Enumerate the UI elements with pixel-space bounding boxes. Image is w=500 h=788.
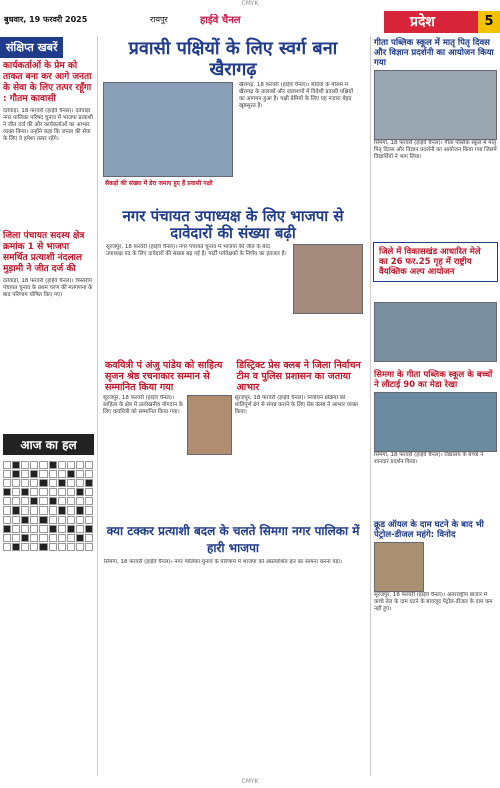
- poet-headline: कवयित्री पं अंजु पांडेय को साहित्य सृजन श्रेष्ठ रचनाकार सम्मान से सम्मानित किया गया: [105, 360, 223, 393]
- page-number: 5: [478, 11, 500, 33]
- second-headline: नगर पंचायत उपाध्यक्ष के लिए भाजपा से दावेदारों की संख्या बढ़ी: [122, 207, 344, 242]
- cmyk-bottom-mark: CMYK: [241, 778, 259, 785]
- section-title: प्रदेश: [410, 14, 435, 30]
- person-photo: [293, 244, 363, 314]
- issue-date: बुधवार, 19 फरवरी 2025: [4, 15, 88, 24]
- birds-photo: [103, 82, 233, 177]
- section-banner: [384, 11, 500, 33]
- main-column: [100, 36, 366, 776]
- left-headline-2: जिला पंचायत सदस्य क्षेत्र क्रमांक 1 से भाजपा समर्थित प्रत्याशी नंदलाल मुड़ामी ने जीत दर्ज की: [3, 231, 85, 274]
- birds-story: खैरागढ़, 18 फरवरी (हाईवे चैनल)। सर्दियों के मौसम में खैरागढ़ के तालाबों और जलाशयों में विदेशी प्रवासी पक्षियों का आगमन हुआ है। पक्षी प्रेमियों के लिए यह नज़ारा बेहद खूबसूरत है।: [239, 82, 354, 109]
- simga-headline: क्या टक्कर प्रत्याशी बदल के चलते सिमगा नगर पालिका में हारी भाजपा: [106, 524, 360, 555]
- school-photo: [374, 70, 497, 140]
- panchayat-story: सूरजपुर, 18 फरवरी (हाईवे चैनल)। नगर पंचायत चुनाव में भाजपा की जीत के बाद उपाध्यक्ष पद के लिए दावेदारों की संख्या बढ़ गई है। पार्टी पर्यवेक्षकों के निर्णय का इंतजार है।: [106, 244, 287, 257]
- right-headline-2: जिले में विकासखंड आधारित मेले का 26 फर.25 गृह में राष्ट्रीय वैयक्तिक अल्प आयोजन: [379, 247, 481, 277]
- left-story-1: दंतेवाड़ा, 18 फरवरी (हाईवे चैनल)। दंतेवाड़ा नगर पालिका परिषद चुनाव में भाजपा प्रत्याशी ने जीत दर्ज की और कार्यकर्ताओं का आभार व्यक्त किया। उन्होंने कहा कि जनता की सेवा के लिए वे हमेशा तत्पर रहेंगे।: [3, 108, 93, 142]
- vinod-photo: [374, 542, 424, 592]
- students-photo: [374, 392, 497, 452]
- poet-story: सूरजपुर, 18 फरवरी (हाईवे चैनल)। साहित्य के क्षेत्र में उल्लेखनीय योगदान के लिए कवयित्री को सम्मानित किया गया।: [103, 395, 183, 415]
- page-header: [0, 10, 500, 34]
- brand-name: हाईवे चैनल: [200, 15, 241, 26]
- right-headline-4: क्रूड ऑयल के दाम घटने के बाद भी पेट्रोल-डीजल महंगे: विनोद: [374, 520, 484, 540]
- crossword-grid: [3, 461, 93, 551]
- right-column: [370, 36, 500, 776]
- left-headline-1: कार्यकर्ताओं के प्रेम को ताकत बना कर आगे जनता के सेवा के लिए तत्पर रहूँगा : गौतम कावासी: [3, 61, 92, 104]
- main-headline: प्रवासी पक्षियों के लिए स्वर्ग बना खैरागढ़: [128, 38, 338, 80]
- edition-city: रायपुर: [150, 15, 168, 24]
- press-club-story: सूरजपुर, 18 फरवरी (हाईवे चैनल)। निर्वाचन प्रक्रिया को शांतिपूर्ण ढंग से संपन्न कराने के लिए प्रेस क्लब ने आभार व्यक्त किया।: [234, 395, 358, 415]
- brief-news-tag: संक्षिप्त खबरें: [0, 37, 63, 58]
- press-club-headline: डिस्ट्रिक्ट प्रेस क्लब ने जिला निर्वाचन टीम व पुलिस प्रशासन का जताया आभार: [236, 360, 361, 393]
- right-story-1: सिमगा, 18 फरवरी (हाईवे चैनल)। गीता पब्लिक स्कूल में मातृ पितृ दिवस और विज्ञान प्रदर्शनी का आयोजन किया गया जिसमें विद्यार्थियों ने भाग लिया।: [374, 140, 497, 160]
- left-story-2: दंतेवाड़ा, 18 फरवरी (हाईवे चैनल)। त्रिस्तरीय पंचायत चुनाव के प्रथम चरण की मतगणना के बाद परिणाम घोषित किए गए।: [3, 278, 93, 298]
- cmyk-top-mark: CMYK: [241, 0, 259, 7]
- left-column: [0, 36, 98, 776]
- photo-caption: सैकड़ों की संख्या में डेरा जमाए हुए हैं प्रवासी पक्षी: [105, 180, 213, 187]
- right-story-3: सिमगा, 18 फरवरी (हाईवे चैनल)। विद्यालय के बच्चों ने शानदार प्रदर्शन किया।: [374, 452, 484, 465]
- right-headline-3: सिमगा के गीता पब्लिक स्कूल के बच्चों ने लौटाई 90 का मेडा रेखा: [374, 370, 493, 390]
- simga-story: सिमगा, 18 फरवरी (हाईवे चैनल)। नगर पालिका चुनाव के परिणाम में भाजपा को अप्रत्याशित हार का सामना करना पड़ा।: [104, 559, 343, 565]
- puzzle-title: आज का हल: [3, 434, 94, 455]
- right-story-4: सूरजपुर, 18 फरवरी (हाईवे चैनल)। अंतरराष्ट्रीय बाजार में कच्चे तेल के दाम घटने के बावजूद पेट्रोल-डीजल के दाम कम नहीं हुए।: [374, 592, 493, 612]
- highlight-box: [373, 242, 498, 282]
- right-headline-1: गीता पब्लिक स्कूल में मातृ पितृ दिवस और विज्ञान प्रदर्शनी का आयोजन किया गया: [374, 38, 494, 68]
- poet-photo: [187, 395, 232, 455]
- event-photo: [374, 302, 497, 362]
